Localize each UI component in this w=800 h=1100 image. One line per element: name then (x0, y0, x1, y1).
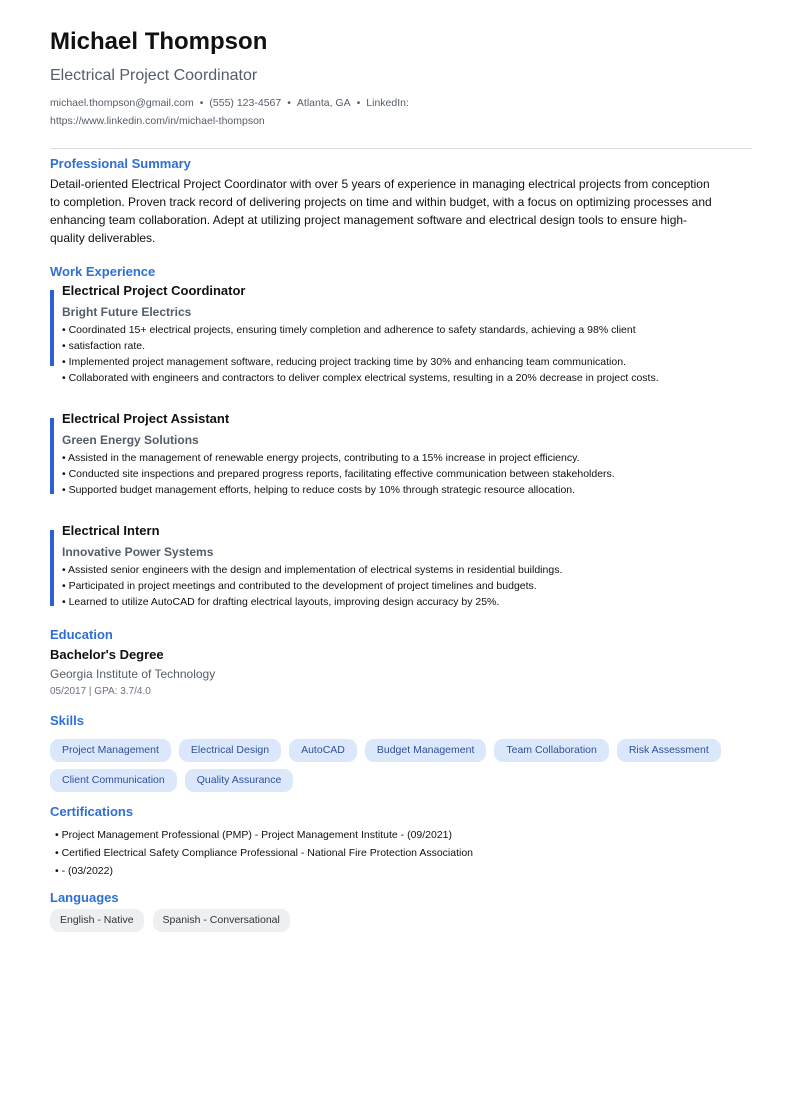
job-bullet: • Supported budget management efforts, helping to reduce costs by 10% through strategic resource allocation. (62, 484, 576, 496)
skill-tag: Budget Management (365, 739, 486, 762)
skills-list (50, 739, 752, 792)
skill-tag: Team Collaboration (494, 739, 608, 762)
summary-heading: Professional Summary (50, 156, 191, 171)
language-tag: Spanish - Conversational (153, 909, 290, 932)
contact-phone: (555) 123-4567 (209, 97, 282, 109)
job-entry (50, 410, 752, 498)
skill-tag: Risk Assessment (617, 739, 721, 762)
job-entry (50, 522, 752, 610)
job-bullet: • Learned to utilize AutoCAD for drafting electrical layouts, improving design accuracy by 25%. (62, 596, 500, 608)
certification-item: • - (03/2022) (55, 865, 113, 877)
summary-text: Detail-oriented Electrical Project Coordinator with over 5 years of experience in managing electrical projects from conception to completion. Proven track record of delivering projects on time and within budget, with a focus on optimizing processes and enhancing team collaboration. Adept at utilizing project management software and electrical design tools to ensure high-quality deliverables. (50, 177, 712, 245)
job-bullets (62, 450, 752, 498)
contact-separator: • (287, 97, 291, 109)
job-bullet: • satisfaction rate. (62, 340, 146, 352)
job-title: Electrical Project Coordinator (62, 283, 246, 298)
candidate-headline: Electrical Project Coordinator (50, 67, 258, 84)
job-company: Bright Future Electrics (62, 305, 192, 319)
contact-separator: • (199, 97, 204, 109)
languages-list (50, 909, 752, 932)
skill-tag: AutoCAD (289, 739, 357, 762)
skills-heading: Skills (50, 713, 84, 728)
job-accent-bar (50, 290, 54, 366)
education-heading: Education (50, 627, 113, 642)
contact-line (50, 94, 430, 130)
skill-tag: Electrical Design (179, 739, 281, 762)
certifications-heading: Certifications (50, 804, 134, 819)
job-title: Electrical Project Assistant (62, 411, 230, 426)
job-bullet: • Conducted site inspections and prepared progress reports, facilitating effective communication between stakeholders. (62, 468, 615, 480)
job-title: Electrical Intern (62, 523, 160, 538)
skill-tag: Quality Assurance (185, 769, 294, 792)
job-company: Innovative Power Systems (62, 545, 214, 559)
job-list (50, 282, 752, 610)
education-meta: 05/2017 | GPA: 3.7/4.0 (50, 686, 151, 697)
job-bullet: • Implemented project management software, reducing project tracking time by 30% and enhancing team communication. (62, 356, 626, 368)
header-divider (50, 148, 752, 149)
job-bullet: • Assisted in the management of renewable energy projects, contributing to a 15% increase in project efficiency. (62, 452, 580, 464)
contact-location: Atlanta, GA (296, 97, 351, 109)
skill-tag: Project Management (50, 739, 171, 762)
certification-item: • Project Management Professional (PMP) - Project Management Institute - (09/2021) (55, 829, 453, 841)
education-degree: Bachelor's Degree (50, 647, 164, 662)
job-accent-bar (50, 418, 54, 494)
job-entry (50, 282, 752, 386)
contact-linkedin-label: LinkedIn: (366, 97, 409, 109)
language-tag: English - Native (50, 909, 144, 932)
job-bullet: • Collaborated with engineers and contractors to deliver complex electrical systems, resulting in a 20% decrease in project costs. (62, 372, 659, 384)
certifications-list (50, 826, 752, 880)
job-bullets (62, 562, 752, 610)
job-accent-bar (50, 530, 54, 606)
job-bullet: • Coordinated 15+ electrical projects, ensuring timely completion and adherence to safety standards, achieving a 98% client (62, 324, 636, 336)
skill-tag: Client Communication (50, 769, 177, 792)
candidate-name: Michael Thompson (50, 28, 268, 55)
job-bullet: • Participated in project meetings and contributed to the development of project timelines and budgets. (62, 580, 537, 592)
work-experience-heading: Work Experience (50, 264, 156, 279)
job-company: Green Energy Solutions (62, 433, 199, 447)
education-school: Georgia Institute of Technology (50, 667, 216, 681)
certification-item: • Certified Electrical Safety Compliance Professional - National Fire Protection Association (55, 847, 474, 859)
contact-separator: • (356, 97, 361, 109)
job-bullet: • Assisted senior engineers with the design and implementation of electrical systems in residential buildings. (62, 564, 563, 576)
contact-email[interactable]: michael.thompson@gmail.com (50, 97, 194, 109)
job-bullets (62, 322, 752, 386)
resume-page (50, 28, 752, 932)
contact-linkedin-link[interactable]: https://www.linkedin.com/in/michael-thompson (50, 115, 265, 127)
languages-heading: Languages (50, 890, 119, 905)
